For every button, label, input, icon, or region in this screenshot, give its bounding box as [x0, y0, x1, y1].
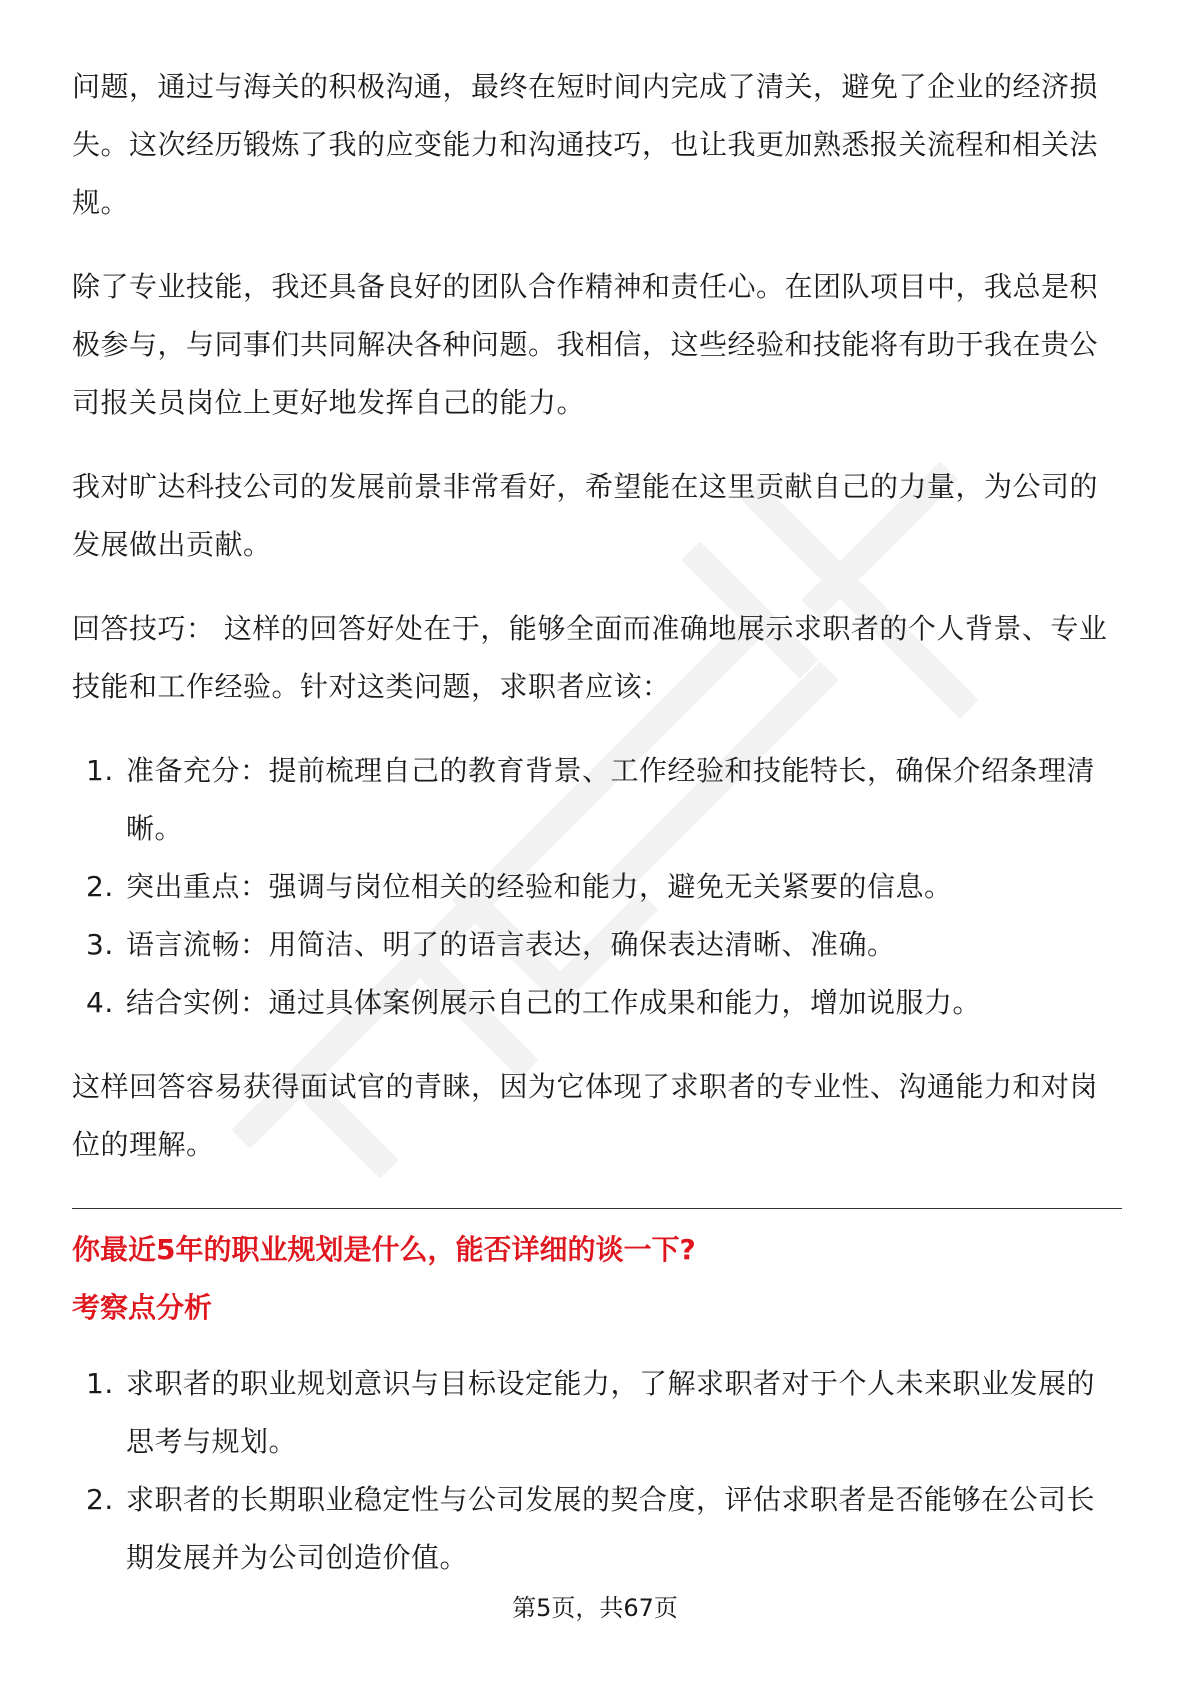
list-item-text: 语言流畅：用简洁、明了的语言表达，确保表达清晰、准确。 [126, 928, 896, 961]
question-heading: 你最近5年的职业规划是什么，能否详细的谈一下? [72, 1233, 696, 1266]
list-item-text: 准备充分：提前梳理自己的教育背景、工作经验和技能特长，确保介绍条理清晰。 [126, 754, 1096, 845]
list-number: 3. [86, 928, 114, 961]
answer-tips-intro: 回答技巧： 这样的回答好处在于，能够全面而准确地展示求职者的个人背景、专业技能和工作经验。针对这类问题，求职者应该： [72, 612, 1108, 703]
list-item [72, 858, 1122, 916]
list-item [72, 916, 1122, 974]
paragraph: 我对旷达科技公司的发展前景非常看好，希望能在这里贡献自己的力量，为公司的发展做出贡献。 [72, 470, 1099, 561]
paragraph: 问题，通过与海关的积极沟通，最终在短时间内完成了清关，避免了企业的经济损失。这次经历锻炼了我的应变能力和沟通技巧，也让我更加熟悉报关流程和相关法规。 [72, 70, 1099, 219]
list-item-text: 结合实例：通过具体案例展示自己的工作成果和能力，增加说服力。 [126, 986, 982, 1019]
list-item-text: 突出重点：强调与岗位相关的经验和能力，避免无关紧要的信息。 [126, 870, 953, 903]
analysis-heading: 考察点分析 [72, 1291, 213, 1324]
conclusion-paragraph: 这样回答容易获得面试官的青睐，因为它体现了求职者的专业性、沟通能力和对岗位的理解。 [72, 1070, 1099, 1161]
list-item [72, 1471, 1122, 1587]
list-item [72, 742, 1122, 858]
list-item-text: 求职者的职业规划意识与目标设定能力，了解求职者对于个人未来职业发展的思考与规划。 [126, 1367, 1096, 1458]
list-number: 1. [86, 1367, 114, 1400]
list-item [72, 974, 1122, 1032]
document-body [72, 58, 1122, 1613]
list-item [72, 1355, 1122, 1471]
list-number: 1. [86, 754, 114, 787]
section-divider [72, 1208, 1122, 1209]
tips-list [72, 742, 1122, 1032]
page-footer: 第5页，共67页 [512, 1594, 678, 1622]
paragraph: 除了专业技能，我还具备良好的团队合作精神和责任心。在团队项目中，我总是积极参与，与同事们共同解决各种问题。我相信，这些经验和技能将有助于我在贵公司报关员岗位上更好地发挥自己的能力。 [72, 270, 1099, 419]
analysis-list [72, 1355, 1122, 1587]
list-number: 2. [86, 870, 114, 903]
list-number: 4. [86, 986, 114, 1019]
list-number: 2. [86, 1483, 114, 1516]
list-item-text: 求职者的长期职业稳定性与公司发展的契合度，评估求职者是否能够在公司长期发展并为公司创造价值。 [126, 1483, 1096, 1574]
